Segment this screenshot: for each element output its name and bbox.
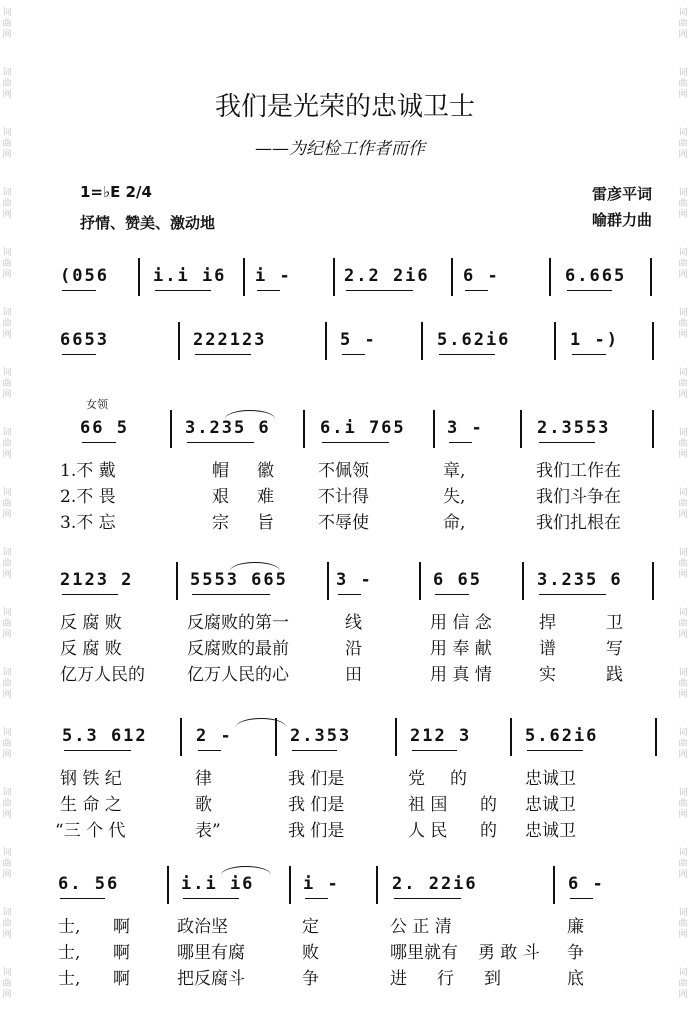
note-group: 2.353 xyxy=(290,726,352,746)
watermark-text: 词 曲 网 xyxy=(2,608,12,640)
watermark-text: 词 曲 网 xyxy=(678,68,688,100)
beam-line xyxy=(195,354,251,355)
note-group: 66 5 xyxy=(80,418,129,438)
beam-line xyxy=(539,442,595,443)
lyric-text: 我 们是 xyxy=(288,795,345,815)
lyric-text: 士, xyxy=(58,969,81,989)
note-group: i - xyxy=(255,266,292,286)
beam-line xyxy=(64,750,131,751)
beam-line xyxy=(292,750,337,751)
watermark-text: 词 曲 网 xyxy=(678,308,688,340)
watermark-text: 词 曲 网 xyxy=(678,128,688,160)
lead-annotation: 女领 xyxy=(86,398,108,411)
note-group: 6. 56 xyxy=(58,874,120,894)
watermark-text: 词 曲 网 xyxy=(678,908,688,940)
beam-line xyxy=(305,898,328,899)
song-title: 我们是光荣的忠诚卫士 xyxy=(214,92,475,122)
composer-credit: 喻群力曲 xyxy=(591,211,652,229)
beam-line xyxy=(439,354,495,355)
watermark-text: 词 曲 网 xyxy=(2,788,12,820)
lyric-text: 哪里有腐 xyxy=(177,943,245,963)
bar-line xyxy=(549,258,551,296)
watermark-text: 词 曲 网 xyxy=(678,608,688,640)
lyric-text: 啊 xyxy=(113,917,130,937)
watermark-text: 词 曲 网 xyxy=(2,68,12,100)
watermark-text: 词 曲 网 xyxy=(678,428,688,460)
beam-line xyxy=(60,898,105,899)
bar-line xyxy=(327,562,329,600)
watermark-text: 词 曲 网 xyxy=(678,248,688,280)
bar-line xyxy=(652,562,654,600)
lyric-text: 旨 xyxy=(257,513,274,533)
beam-line xyxy=(527,750,583,751)
note-group: i - xyxy=(303,874,340,894)
watermark-text: 词 曲 网 xyxy=(2,128,12,160)
beam-line xyxy=(155,290,211,291)
watermark-text: 词 曲 网 xyxy=(678,488,688,520)
lyric-text: 实 xyxy=(539,665,556,685)
lyric-text: 反 腐 败 xyxy=(60,639,122,659)
lyric-text: 1.不 戴 xyxy=(60,461,116,481)
beam-line xyxy=(322,442,389,443)
note-group: 212 3 xyxy=(410,726,472,746)
lyric-text: 反 腐 败 xyxy=(60,613,122,633)
beam-line xyxy=(62,354,96,355)
beam-line xyxy=(183,898,239,899)
key-signature: 1=♭E 2/4 xyxy=(80,183,152,201)
slur-mark xyxy=(236,718,286,727)
lyric-text: 公 正 清 xyxy=(390,917,452,937)
bar-line xyxy=(652,322,654,360)
note-group: 5.62i6 xyxy=(437,330,511,350)
lyric-text: 3.不 忘 xyxy=(60,513,116,533)
watermark-text: 词 曲 网 xyxy=(2,308,12,340)
lyric-text: 定 xyxy=(302,917,319,937)
lyric-text: 亿万人民的心 xyxy=(187,665,289,685)
watermark-text: 词 曲 网 xyxy=(678,188,688,220)
lyric-text: 进 xyxy=(390,969,407,989)
lyric-text: 祖 国 xyxy=(408,795,448,815)
beam-line xyxy=(570,898,593,899)
watermark-right xyxy=(676,0,690,1023)
lyric-text: 啊 xyxy=(113,943,130,963)
beam-line xyxy=(394,898,461,899)
bar-line xyxy=(553,866,555,904)
bar-line xyxy=(652,410,654,448)
watermark-text: 词 曲 网 xyxy=(2,668,12,700)
note-group: 2. 22i6 xyxy=(392,874,478,894)
note-group: 6 - xyxy=(463,266,500,286)
watermark-left xyxy=(0,0,14,1023)
note-group: 3 - xyxy=(336,570,373,590)
bar-line xyxy=(433,410,435,448)
song-subtitle: ——为纪检工作者而作 xyxy=(255,139,425,159)
watermark-text: 词 曲 网 xyxy=(2,728,12,760)
bar-line xyxy=(289,866,291,904)
lyric-text: 表” xyxy=(195,821,221,841)
note-group: 3 - xyxy=(447,418,484,438)
beam-line xyxy=(567,290,612,291)
watermark-text: 词 曲 网 xyxy=(678,848,688,880)
lyric-text: 亿万人民的 xyxy=(60,665,145,685)
bar-line xyxy=(451,258,453,296)
watermark-text: 词 曲 网 xyxy=(678,728,688,760)
beam-line xyxy=(338,594,361,595)
lyric-text: 勇 敢 斗 xyxy=(478,943,540,963)
note-group: 2123 2 xyxy=(60,570,134,590)
beam-line xyxy=(449,442,472,443)
note-group: 5.3 612 xyxy=(62,726,148,746)
lyric-text: 沿 xyxy=(345,639,362,659)
watermark-text: 词 曲 网 xyxy=(2,908,12,940)
note-group: i.i i6 xyxy=(181,874,255,894)
lyric-text: 用 真 情 xyxy=(430,665,492,685)
lyric-text: 的 xyxy=(480,821,497,841)
note-group: 3.235 6 xyxy=(537,570,623,590)
lyric-text: 把反腐斗 xyxy=(177,969,245,989)
lyricist-credit: 雷彦平词 xyxy=(591,185,652,203)
watermark-text: 词 曲 网 xyxy=(2,188,12,220)
lyric-text: 田 xyxy=(345,665,362,685)
bar-line xyxy=(176,562,178,600)
bar-line xyxy=(138,258,140,296)
lyric-text: 践 xyxy=(606,665,623,685)
watermark-text: 词 曲 网 xyxy=(678,968,688,1000)
lyric-text: 忠诚卫 xyxy=(525,795,576,815)
lyric-text: 的 xyxy=(480,795,497,815)
bar-line xyxy=(325,322,327,360)
note-group: 222123 xyxy=(193,330,267,350)
bar-line xyxy=(180,718,182,756)
lyric-text: 士, xyxy=(58,917,81,937)
note-group: (056 xyxy=(60,266,109,286)
lyric-text: 歌 xyxy=(195,795,212,815)
lyric-text: 争 xyxy=(567,943,584,963)
watermark-text: 词 曲 网 xyxy=(2,548,12,580)
lyric-text: 反腐败的第一 xyxy=(187,613,289,633)
lyric-text: 不辱使 xyxy=(318,513,369,533)
lyric-text: 卫 xyxy=(606,613,623,633)
bar-line xyxy=(167,866,169,904)
lyric-text: 我们扎根在 xyxy=(536,513,621,533)
watermark-text: 词 曲 网 xyxy=(678,548,688,580)
lyric-text: 难 xyxy=(257,487,274,507)
beam-line xyxy=(572,354,606,355)
lyric-text: 败 xyxy=(302,943,319,963)
bar-line xyxy=(510,718,512,756)
beam-line xyxy=(198,750,221,751)
bar-line xyxy=(243,258,245,296)
beam-line xyxy=(465,290,488,291)
bar-line xyxy=(522,562,524,600)
lyric-text: 的 xyxy=(450,769,467,789)
bar-line xyxy=(655,718,657,756)
lyric-text: 底 xyxy=(567,969,584,989)
beam-line xyxy=(346,290,413,291)
note-group: 6 65 xyxy=(433,570,482,590)
beam-line xyxy=(412,750,457,751)
watermark-text: 词 曲 网 xyxy=(2,968,12,1000)
lyric-text: 律 xyxy=(195,769,212,789)
watermark-text: 词 曲 网 xyxy=(678,668,688,700)
lyric-text: 失, xyxy=(443,487,466,507)
lyric-text: 帽 xyxy=(212,461,229,481)
bar-line xyxy=(419,562,421,600)
note-group: 5 - xyxy=(340,330,377,350)
note-group: 5.62i6 xyxy=(525,726,599,746)
bar-line xyxy=(650,258,652,296)
lyric-text: 写 xyxy=(606,639,623,659)
watermark-text: 词 曲 网 xyxy=(2,428,12,460)
lyric-text: 党 xyxy=(408,769,425,789)
slur-mark xyxy=(225,410,275,419)
bar-line xyxy=(303,410,305,448)
lyric-text: “三 个 代 xyxy=(55,821,126,841)
lyric-text: 章, xyxy=(443,461,466,481)
note-group: 2.3553 xyxy=(537,418,611,438)
lyric-text: 命, xyxy=(443,513,466,533)
lyric-text: 徽 xyxy=(257,461,274,481)
lyric-text: 士, xyxy=(58,943,81,963)
lyric-text: 线 xyxy=(345,613,362,633)
lyric-text: 我 们是 xyxy=(288,821,345,841)
tempo-marking: 抒情、赞美、激动地 xyxy=(80,214,216,232)
beam-line xyxy=(62,290,96,291)
lyric-text: 艰 xyxy=(212,487,229,507)
lyric-text: 用 信 念 xyxy=(430,613,492,633)
lyric-text: 我们工作在 xyxy=(536,461,621,481)
lyric-text: 不计得 xyxy=(318,487,369,507)
bar-line xyxy=(395,718,397,756)
slur-mark xyxy=(230,562,280,571)
bar-line xyxy=(178,322,180,360)
note-group: 6653 xyxy=(60,330,109,350)
beam-line xyxy=(539,594,606,595)
bar-line xyxy=(376,866,378,904)
lyric-text: 到 xyxy=(484,969,501,989)
watermark-text: 词 曲 网 xyxy=(678,788,688,820)
note-group: 1 -) xyxy=(570,330,619,350)
lyric-text: 钢 铁 纪 xyxy=(60,769,122,789)
slur-mark xyxy=(221,866,271,875)
beam-line xyxy=(62,594,118,595)
watermark-text: 词 曲 网 xyxy=(2,848,12,880)
note-group: 2 - xyxy=(196,726,233,746)
lyric-text: 反腐败的最前 xyxy=(187,639,289,659)
lyric-text: 忠诚卫 xyxy=(525,769,576,789)
lyric-text: 行 xyxy=(437,969,454,989)
lyric-text: 我 们是 xyxy=(288,769,345,789)
watermark-text: 词 曲 网 xyxy=(2,488,12,520)
watermark-text: 词 曲 网 xyxy=(2,248,12,280)
note-group: i.i i6 xyxy=(153,266,227,286)
lyric-text: 我们斗争在 xyxy=(536,487,621,507)
bar-line xyxy=(333,258,335,296)
bar-line xyxy=(421,322,423,360)
lyric-text: 忠诚卫 xyxy=(525,821,576,841)
beam-line xyxy=(82,442,116,443)
lyric-text: 人 民 xyxy=(408,821,448,841)
watermark-text: 词 曲 网 xyxy=(2,8,12,40)
bar-line xyxy=(520,410,522,448)
lyric-text: 争 xyxy=(302,969,319,989)
lyric-text: 廉 xyxy=(567,917,584,937)
lyric-text: 政治坚 xyxy=(177,917,228,937)
lyric-text: 谱 xyxy=(539,639,556,659)
lyric-text: 用 奉 献 xyxy=(430,639,492,659)
note-group: 6 - xyxy=(568,874,605,894)
note-group: 3.235 6 xyxy=(185,418,271,438)
note-group: 2.2 2i6 xyxy=(344,266,430,286)
note-group: 6.665 xyxy=(565,266,627,286)
beam-line xyxy=(257,290,280,291)
lyric-text: 捍 xyxy=(539,613,556,633)
lyric-text: 宗 xyxy=(212,513,229,533)
lyric-text: 2.不 畏 xyxy=(60,487,116,507)
watermark-text: 词 曲 网 xyxy=(678,368,688,400)
note-group: 6.i 765 xyxy=(320,418,406,438)
bar-line xyxy=(554,322,556,360)
watermark-text: 词 曲 网 xyxy=(2,368,12,400)
lyric-text: 生 命 之 xyxy=(60,795,122,815)
beam-line xyxy=(187,442,254,443)
beam-line xyxy=(342,354,365,355)
lyric-text: 不佩领 xyxy=(318,461,369,481)
watermark-text: 词 曲 网 xyxy=(678,8,688,40)
bar-line xyxy=(170,410,172,448)
beam-line xyxy=(435,594,469,595)
note-group: 5553 665 xyxy=(190,570,288,590)
lyric-text: 啊 xyxy=(113,969,130,989)
lyric-text: 哪里就有 xyxy=(390,943,458,963)
beam-line xyxy=(192,594,270,595)
